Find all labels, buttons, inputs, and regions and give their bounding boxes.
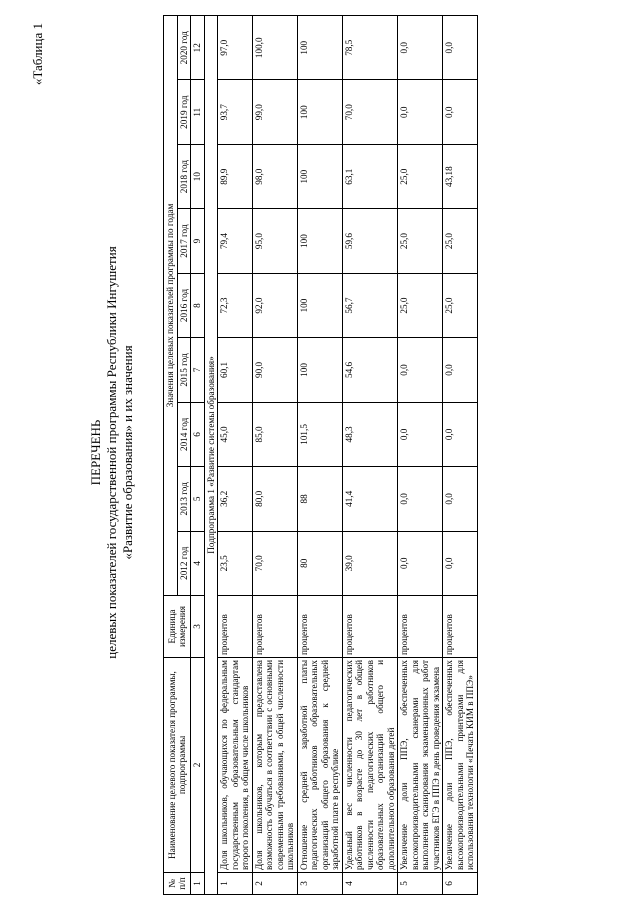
value-cell: 100 xyxy=(297,273,342,337)
value-cell: 101,5 xyxy=(297,402,342,466)
column-index: 11 xyxy=(191,80,205,144)
value-cell: 0,0 xyxy=(398,16,443,81)
table-row xyxy=(297,16,342,895)
value-cell: 0,0 xyxy=(398,338,443,402)
header-values-group: Значения целевых показателей программы по годам xyxy=(164,16,178,596)
unit-cell: процентов xyxy=(398,596,443,658)
header-year: 2017 год xyxy=(177,209,191,273)
column-index: 9 xyxy=(191,209,205,273)
header-year: 2018 год xyxy=(177,144,191,208)
subprogram-title: Подпрограмма 1 «Развитие системы образования» xyxy=(204,16,218,895)
column-index: 4 xyxy=(191,531,205,595)
row-number: 2 xyxy=(252,873,297,895)
column-index: 7 xyxy=(191,338,205,402)
value-cell: 72,3 xyxy=(218,273,253,337)
table-row xyxy=(252,16,297,895)
value-cell: 70,0 xyxy=(252,531,297,595)
header-year: 2019 год xyxy=(177,80,191,144)
value-cell: 48,3 xyxy=(342,402,398,466)
indicator-name: Увеличение доли ППЭ, обеспеченных высокопроизводительными сканерами для выполнения сканирования экзаменационных работ участников ЕГЭ в ППЭ в день проведения экзамена xyxy=(398,658,443,873)
unit-cell: процентов xyxy=(218,596,253,658)
header-year: 2013 год xyxy=(177,467,191,531)
column-index: 5 xyxy=(191,467,205,531)
value-cell: 97,0 xyxy=(218,16,253,81)
value-cell: 59,6 xyxy=(342,209,398,273)
table-row xyxy=(398,16,443,895)
value-cell: 63,1 xyxy=(342,144,398,208)
value-cell: 88 xyxy=(297,467,342,531)
column-index: 6 xyxy=(191,402,205,466)
column-index: 3 xyxy=(191,596,205,658)
value-cell: 80,0 xyxy=(252,467,297,531)
value-cell: 0,0 xyxy=(398,402,443,466)
column-index: 10 xyxy=(191,144,205,208)
value-cell: 25,0 xyxy=(398,144,443,208)
indicator-name: Доля школьников, обучающихся по федеральным государственным образовательным стандартам второго поколения, в общем числе школьников xyxy=(218,658,253,873)
value-cell: 39,0 xyxy=(342,531,398,595)
header-year: 2014 год xyxy=(177,402,191,466)
indicator-name: Отношение средней заработной платы педагогических работников образовательных организаций общего образования к средней заработной плате в республике xyxy=(297,658,342,873)
value-cell: 25,0 xyxy=(398,273,443,337)
header-year: 2016 год xyxy=(177,273,191,337)
value-cell: 78,5 xyxy=(342,16,398,81)
table-row xyxy=(218,16,253,895)
value-cell: 25,0 xyxy=(443,273,478,337)
value-cell: 100 xyxy=(297,338,342,402)
column-index: 8 xyxy=(191,273,205,337)
value-cell: 0,0 xyxy=(443,402,478,466)
value-cell: 79,4 xyxy=(218,209,253,273)
value-cell: 0,0 xyxy=(398,531,443,595)
header-year: 2020 год xyxy=(177,16,191,81)
value-cell: 95,0 xyxy=(252,209,297,273)
value-cell: 54,6 xyxy=(342,338,398,402)
value-cell: 41,4 xyxy=(342,467,398,531)
table-row xyxy=(443,16,478,895)
unit-cell: процентов xyxy=(443,596,478,658)
header-unit: Единица измерения xyxy=(164,596,191,658)
value-cell: 0,0 xyxy=(443,467,478,531)
value-cell: 90,0 xyxy=(252,338,297,402)
value-cell: 23,5 xyxy=(218,531,253,595)
value-cell: 45,0 xyxy=(218,402,253,466)
column-index: 1 xyxy=(191,873,205,895)
indicators-table xyxy=(163,15,478,895)
title-line-2: целевых показателей государственной программы Республики Ингушетия xyxy=(104,246,119,659)
value-cell: 100,0 xyxy=(252,16,297,81)
value-cell: 85,0 xyxy=(252,402,297,466)
value-cell: 80 xyxy=(297,531,342,595)
value-cell: 36,2 xyxy=(218,467,253,531)
value-cell: 93,7 xyxy=(218,80,253,144)
row-number: 5 xyxy=(398,873,443,895)
table-body xyxy=(191,16,478,895)
value-cell: 56,7 xyxy=(342,273,398,337)
header-year: 2015 год xyxy=(177,338,191,402)
value-cell: 25,0 xyxy=(398,209,443,273)
row-number: 4 xyxy=(342,873,398,895)
value-cell: 100 xyxy=(297,80,342,144)
unit-cell: процентов xyxy=(297,596,342,658)
unit-cell: процентов xyxy=(342,596,398,658)
title-line-3: «Развитие образования» и их значения xyxy=(120,345,135,560)
table-header-row xyxy=(164,16,178,895)
value-cell: 0,0 xyxy=(398,467,443,531)
subprogram-row xyxy=(204,16,218,895)
title-line-1: ПЕРЕЧЕНЬ xyxy=(88,419,103,486)
indicator-name: Доля школьников, которым предоставлена возможность обучаться в соответствии с основными современными требованиями, в общей численности школьников xyxy=(252,658,297,873)
row-number: 6 xyxy=(443,873,478,895)
value-cell: 100 xyxy=(297,144,342,208)
column-index: 2 xyxy=(191,658,205,873)
value-cell: 0,0 xyxy=(443,338,478,402)
value-cell: 0,0 xyxy=(443,531,478,595)
value-cell: 0,0 xyxy=(443,80,478,144)
indicator-name: Удельный вес численности педагогических работников в возрасте до 30 лет в общей численности педагогических работников образовательных организаций общего и дополнительного образования детей xyxy=(342,658,398,873)
table-row xyxy=(342,16,398,895)
table-label: «Таблица 1 xyxy=(30,23,45,86)
unit-cell: процентов xyxy=(252,596,297,658)
value-cell: 0,0 xyxy=(398,80,443,144)
row-number: 3 xyxy=(297,873,342,895)
value-cell: 25,0 xyxy=(443,209,478,273)
header-name: Наименование целевого показателя программы, подпрограммы xyxy=(164,658,191,873)
value-cell: 43,18 xyxy=(443,144,478,208)
value-cell: 0,0 xyxy=(443,16,478,81)
value-cell: 99,0 xyxy=(252,80,297,144)
value-cell: 60,1 xyxy=(218,338,253,402)
value-cell: 100 xyxy=(297,16,342,81)
indicator-name: Увеличение доли ППЭ, обеспеченных высокопроизводительными принтерами для использования технологии «Печать КИМ в ППЭ» xyxy=(443,658,478,873)
row-number: 1 xyxy=(218,873,253,895)
value-cell: 100 xyxy=(297,209,342,273)
value-cell: 89,9 xyxy=(218,144,253,208)
header-year: 2012 год xyxy=(177,531,191,595)
column-index: 12 xyxy=(191,16,205,81)
column-index-row xyxy=(191,16,205,895)
value-cell: 70,0 xyxy=(342,80,398,144)
value-cell: 98,0 xyxy=(252,144,297,208)
value-cell: 92,0 xyxy=(252,273,297,337)
header-num: № п/п xyxy=(164,873,191,895)
